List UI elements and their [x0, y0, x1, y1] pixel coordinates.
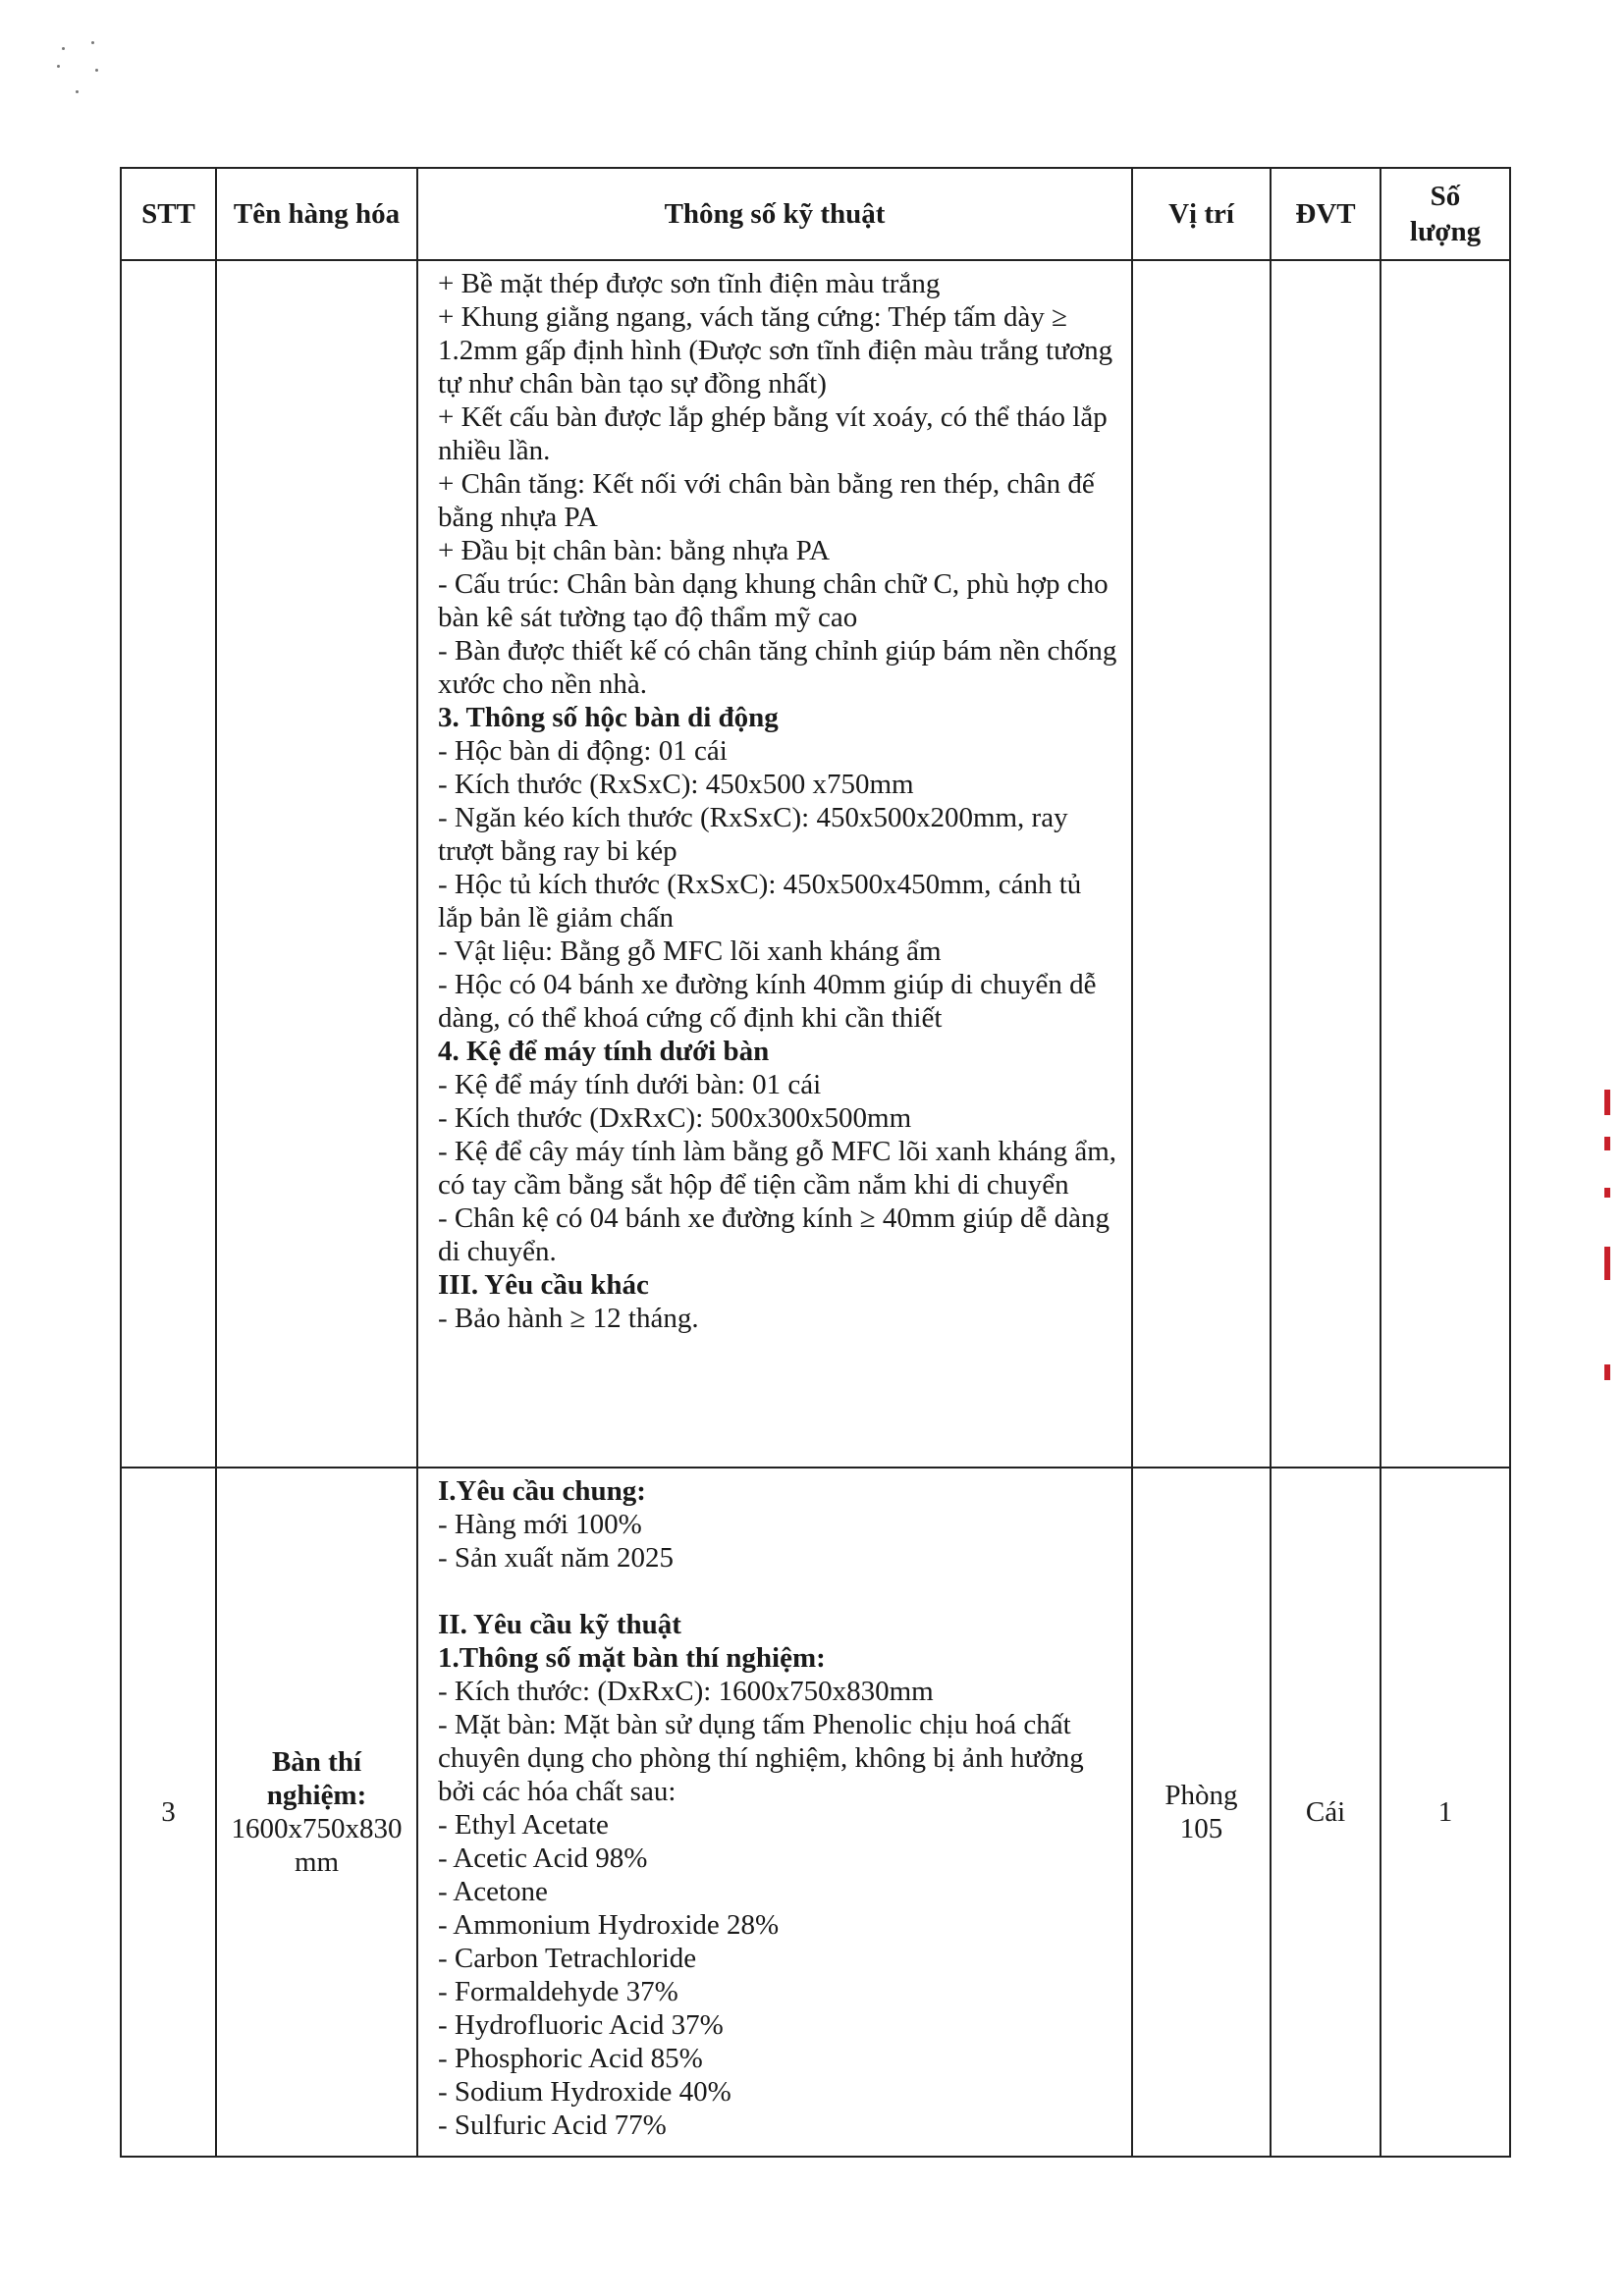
- spec-line: - Hydrofluoric Acid 37%: [438, 2009, 724, 2041]
- spec-line: - Acetone: [438, 1876, 548, 1907]
- spec-line: - Ammonium Hydroxide 28%: [438, 1909, 780, 1941]
- spec-line: - Chân kệ có 04 bánh xe đường kính ≥ 40mm giúp dễ dàng di chuyển.: [438, 1202, 1110, 1267]
- stt-cell: [121, 260, 216, 1468]
- qty-cell: 1: [1380, 1468, 1510, 2157]
- margin-stamp-marks: [1598, 1090, 1618, 1384]
- spec-line: - Phosphoric Acid 85%: [438, 2043, 703, 2074]
- spec-line: + Đầu bịt chân bàn: bằng nhựa PA: [438, 535, 831, 566]
- spec-line: + Chân tăng: Kết nối với chân bàn bằng ren thép, chân đế bằng nhựa PA: [438, 468, 1095, 533]
- header-qty: [1380, 168, 1510, 260]
- location-cell: [1132, 260, 1271, 1468]
- section-heading: 1.Thông số mặt bàn thí nghiệm:: [438, 1642, 826, 1674]
- spec-table: [120, 167, 1511, 2158]
- spec-line: - Bàn được thiết kế có chân tăng chỉnh giúp bám nền chống xước cho nền nhà.: [438, 635, 1117, 700]
- spec-line: - Cấu trúc: Chân bàn dạng khung chân chữ C, phù hợp cho bàn kê sát tường tạo độ thẩm mỹ cao: [438, 568, 1109, 633]
- spec-line: - Sulfuric Acid 77%: [438, 2109, 667, 2141]
- spec-line: - Mặt bàn: Mặt bàn sử dụng tấm Phenolic chịu hoá chất chuyên dụng cho phòng thí nghiệm, không bị ảnh hưởng bởi các hóa chất sau:: [438, 1709, 1084, 1807]
- header-unit: ĐVT: [1271, 168, 1380, 260]
- spec-line: - Ngăn kéo kích thước (RxSxC): 450x500x200mm, ray trượt bằng ray bi kép: [438, 802, 1068, 867]
- spec-line: - Kích thước (RxSxC): 450x500 x750mm: [438, 769, 914, 800]
- spec-line: - Hộc tủ kích thước (RxSxC): 450x500x450mm, cánh tủ lắp bản lề giảm chấn: [438, 869, 1082, 934]
- spec-line: - Kệ để cây máy tính làm bằng gỗ MFC lõi xanh kháng ẩm, có tay cầm bằng sắt hộp để tiện cầm nắm khi di chuyển: [438, 1136, 1117, 1201]
- table-header-row: [121, 168, 1510, 260]
- unit-cell: Cái: [1271, 1468, 1380, 2157]
- qty-cell: [1380, 260, 1510, 1468]
- spec-cell: [417, 1468, 1132, 2157]
- spec-line: - Ethyl Acetate: [438, 1809, 609, 1841]
- section-heading: 4. Kệ để máy tính dưới bàn: [438, 1036, 770, 1067]
- spec-cell: [417, 260, 1132, 1468]
- name-cell: [216, 260, 417, 1468]
- header-location: Vị trí: [1132, 168, 1271, 260]
- section-heading: 3. Thông số hộc bàn di động: [438, 702, 779, 733]
- spec-line: - Sản xuất năm 2025: [438, 1542, 675, 1574]
- name-cell: [216, 1468, 417, 2157]
- section-heading: III. Yêu cầu khác: [438, 1269, 649, 1301]
- spec-line: + Kết cấu bàn được lắp ghép bằng vít xoáy, có thể tháo lắp nhiều lần.: [438, 401, 1108, 466]
- table-row: [121, 260, 1510, 1468]
- spec-line: - Kệ để máy tính dưới bàn: 01 cái: [438, 1069, 822, 1100]
- spec-line: - Kích thước (DxRxC): 500x300x500mm: [438, 1102, 912, 1134]
- spec-line: - Carbon Tetrachloride: [438, 1943, 697, 1974]
- scan-noise: [54, 39, 133, 108]
- header-qty-line1: Số: [1430, 181, 1461, 212]
- section-heading: II. Yêu cầu kỹ thuật: [438, 1609, 681, 1640]
- header-qty-line2: lượng: [1409, 216, 1482, 247]
- spec-line: - Acetic Acid 98%: [438, 1842, 648, 1874]
- spec-line: - Kích thước: (DxRxC): 1600x750x830mm: [438, 1676, 934, 1707]
- location-cell: Phòng 105: [1132, 1468, 1271, 2157]
- unit-cell: [1271, 260, 1380, 1468]
- header-spec: Thông số kỹ thuật: [417, 168, 1132, 260]
- spec-line: - Sodium Hydroxide 40%: [438, 2076, 731, 2108]
- spec-line: - Hàng mới 100%: [438, 1509, 642, 1540]
- spec-line: - Vật liệu: Bằng gỗ MFC lõi xanh kháng ẩm: [438, 935, 942, 967]
- product-size: 1600x750x830 mm: [231, 1813, 403, 1878]
- spec-line: + Khung giằng ngang, vách tăng cứng: Thép tấm dày ≥ 1.2mm gấp định hình (Được sơn tĩnh điện màu trắng tương tự như chân bàn tạo sự đồng nhất): [438, 301, 1113, 400]
- table-row: [121, 1468, 1510, 2157]
- spec-line: + Bề mặt thép được sơn tĩnh điện màu trắng: [438, 268, 941, 299]
- spec-line: - Formaldehyde 37%: [438, 1976, 678, 2007]
- header-stt: STT: [121, 168, 216, 260]
- section-heading: I.Yêu cầu chung:: [438, 1475, 646, 1507]
- spec-line: - Hộc bàn di động: 01 cái: [438, 735, 728, 767]
- stt-cell: 3: [121, 1468, 216, 2157]
- header-name: Tên hàng hóa: [216, 168, 417, 260]
- spec-line: - Bảo hành ≥ 12 tháng.: [438, 1303, 699, 1334]
- spec-line: - Hộc có 04 bánh xe đường kính 40mm giúp di chuyển dễ dàng, có thể khoá cứng cố định khi cần thiết: [438, 969, 1097, 1034]
- product-name: Bàn thí nghiệm:: [266, 1746, 367, 1811]
